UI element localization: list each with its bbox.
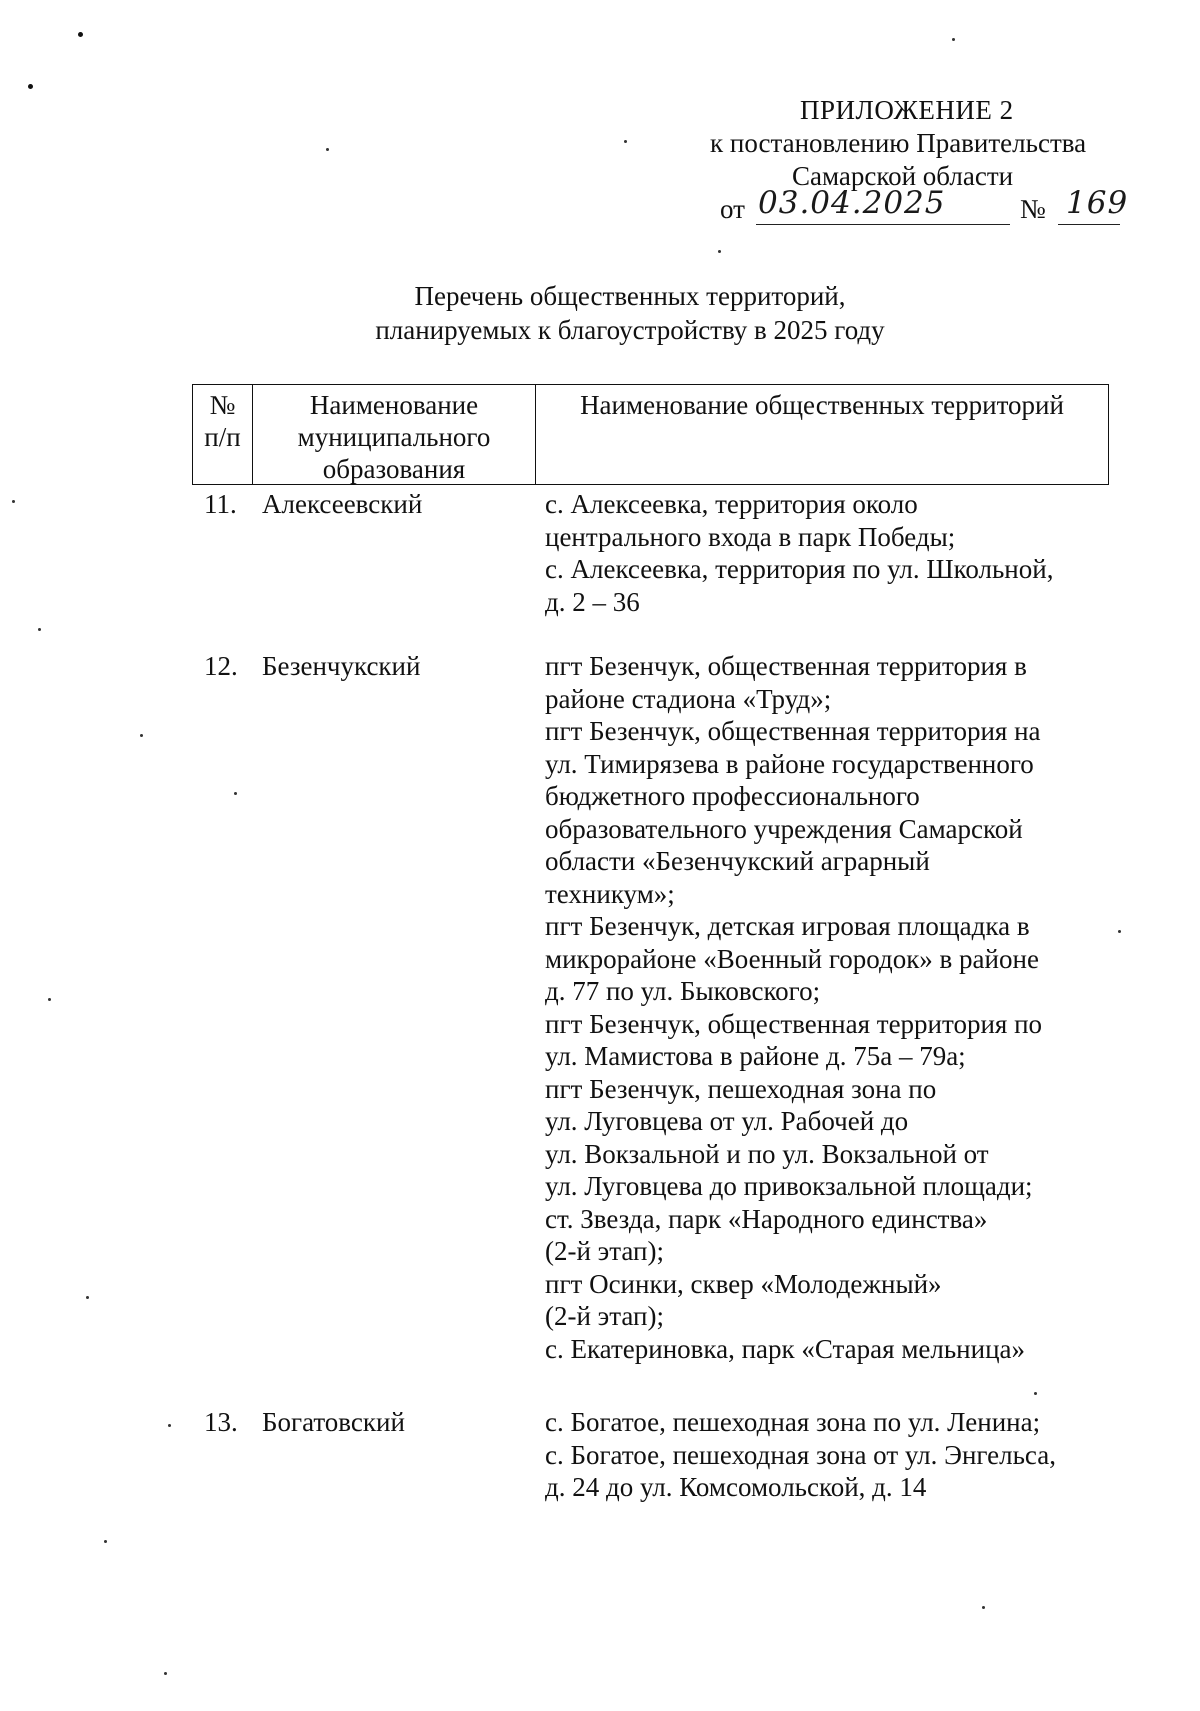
territory-line: ул. Вокзальной и по ул. Вокзальной от (545, 1138, 989, 1169)
scan-speck (718, 250, 721, 253)
scan-speck (28, 84, 33, 89)
header-territories-label: Наименование общественных территорий (580, 390, 1064, 420)
territory-line: бюджетного профессионального (545, 781, 920, 811)
territory-line: ул. Луговцева от ул. Рабочей до (545, 1106, 909, 1136)
territory-line: с. Алексеевка, территория по ул. Школьной, (545, 554, 1054, 584)
row-municipality: Алексеевский (262, 489, 423, 519)
scan-speck (86, 1296, 89, 1299)
row-territories (545, 650, 1105, 1365)
territory-line: пгт Безенчук, пешеходная зона по (545, 1073, 937, 1104)
territory-line: пгт Безенчук, общественная территория по (545, 1008, 1043, 1039)
scan-speck (234, 792, 237, 795)
scan-speck (140, 734, 143, 737)
territory-line: ул. Тимирязева в районе государственного (545, 748, 1034, 779)
header-municipality-line3: образования (322, 454, 466, 484)
header-col-municipality (253, 385, 536, 484)
handwritten-date: 03.04.2025 (758, 185, 946, 221)
scan-speck (982, 1606, 985, 1609)
territory-line: ул. Мамистова в районе д. 75а – 79а; (545, 1041, 966, 1071)
scan-speck (38, 628, 41, 631)
list-title (0, 279, 1200, 347)
territory-line: д. 24 до ул. Комсомольской, д. 14 (545, 1472, 927, 1502)
territory-line: районе стадиона «Труд»; (545, 683, 832, 714)
territory-line: (2-й этап); (545, 1301, 664, 1331)
header-number-symbol: № (209, 390, 236, 420)
territory-line: пгт Безенчук, общественная территория в (545, 651, 1027, 681)
date-prefix: от (720, 194, 745, 224)
row-territories (545, 488, 1105, 618)
row-territories (545, 1406, 1105, 1504)
scan-speck (624, 140, 627, 143)
appendix-subtitle-line2: Самарской области (792, 161, 1014, 191)
number-prefix: № (1020, 194, 1046, 224)
list-title-line1: Перечень общественных территорий, (414, 281, 846, 311)
territory-line: пгт Осинки, сквер «Молодежный» (545, 1268, 942, 1299)
scan-speck (326, 148, 329, 151)
appendix-title: ПРИЛОЖЕНИЕ 2 (800, 95, 1014, 125)
territory-line: ст. Звезда, парк «Народного единства» (545, 1203, 988, 1234)
territory-line: (2-й этап); (545, 1236, 664, 1266)
territory-line: центрального входа в парк Победы; (545, 521, 956, 552)
header-municipality-line1: Наименование (309, 390, 479, 420)
territory-line: пгт Безенчук, общественная территория на (545, 716, 1041, 746)
territory-line: образовательного учреждения Самарской (545, 813, 1023, 844)
territory-line: с. Алексеевка, территория около (545, 489, 918, 519)
scan-speck (48, 998, 51, 1001)
row-number: 11. (204, 489, 237, 519)
number-underline (1058, 224, 1120, 225)
handwritten-number: 169 (1066, 185, 1129, 221)
territory-line: техникум»; (545, 878, 675, 909)
appendix-subtitle-line1: к постановлению Правительства (710, 128, 1087, 158)
header-col-territories (536, 385, 1108, 484)
territory-line: с. Богатое, пешеходная зона по ул. Ленина; (545, 1407, 1041, 1437)
scan-speck (78, 32, 83, 37)
scan-speck (952, 38, 955, 41)
date-underline (756, 224, 1010, 225)
territory-line: пгт Безенчук, детская игровая площадка в (545, 911, 1030, 941)
scan-speck (104, 1540, 107, 1543)
territory-line: области «Безенчукский аграрный (545, 846, 930, 876)
header-municipality-line2: муниципального (297, 422, 491, 452)
territory-line: микрорайоне «Военный городок» в районе (545, 943, 1039, 974)
scan-speck (164, 1672, 167, 1675)
scan-speck (12, 500, 15, 503)
header-col-number (193, 385, 253, 484)
scan-speck (1034, 1392, 1037, 1395)
territory-line: д. 77 по ул. Быковского; (545, 976, 821, 1006)
row-number: 13. (204, 1407, 238, 1437)
row-municipality: Богатовский (262, 1407, 405, 1437)
table-header (192, 384, 1109, 485)
list-title-line2: планируемых к благоустройству в 2025 году (375, 315, 885, 345)
header-number-abbr: п/п (204, 422, 241, 452)
territory-line: с. Екатериновка, парк «Старая мельница» (545, 1333, 1026, 1364)
scan-speck (1118, 930, 1121, 933)
row-municipality: Безенчукский (262, 651, 421, 681)
territory-line: д. 2 – 36 (545, 586, 640, 617)
territory-line: с. Богатое, пешеходная зона от ул. Энгельса, (545, 1439, 1056, 1470)
territory-line: ул. Луговцева до привокзальной площади; (545, 1171, 1033, 1201)
scan-speck (168, 1424, 171, 1427)
row-number: 12. (204, 651, 238, 681)
